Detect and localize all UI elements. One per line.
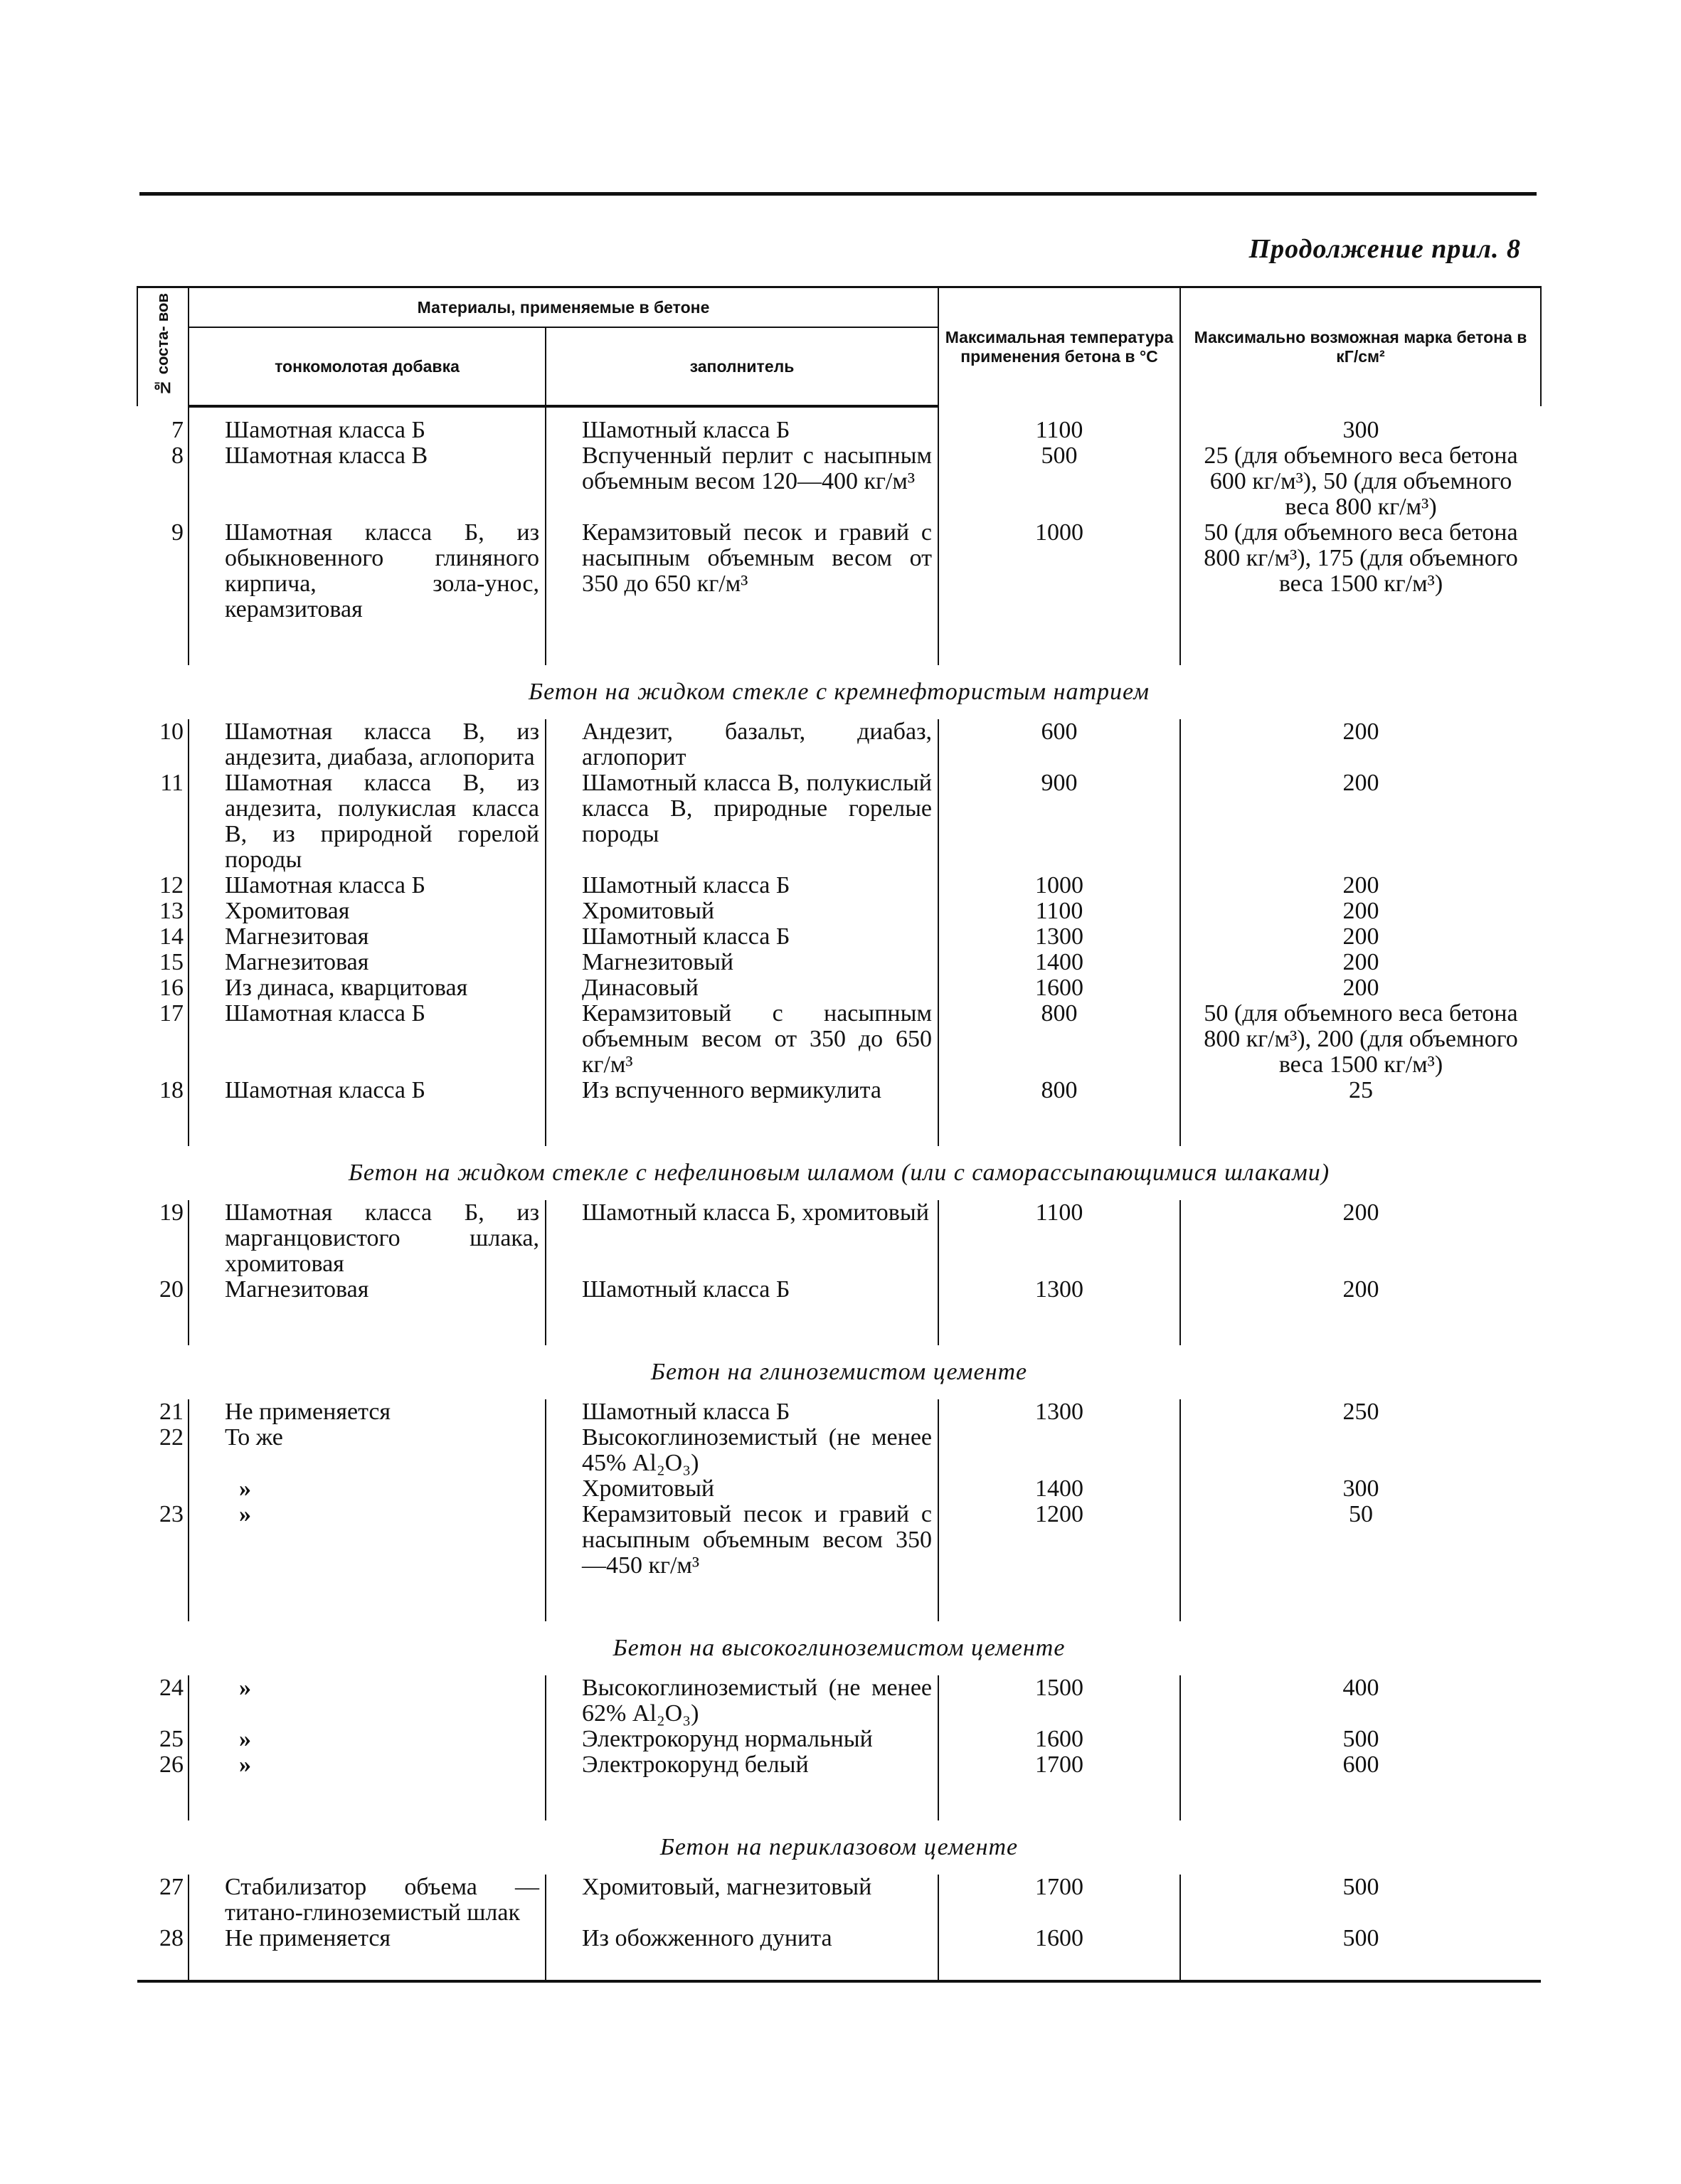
additive-cell: Стабилизатор объема —титано-глиноземистый шлак	[189, 1875, 546, 1926]
additive-cell: Шамотная класса В	[189, 443, 546, 520]
temperature-cell: 1600	[938, 975, 1180, 1001]
row-number: 12	[137, 873, 189, 898]
filler-cell: Высокоглиноземистый (не менее 45% Al₂O₃)	[546, 1425, 938, 1476]
grade-cell: 200	[1180, 898, 1541, 924]
table-row	[137, 1476, 1541, 1502]
additive-cell	[189, 1476, 546, 1502]
header-filler: заполнитель	[546, 327, 938, 406]
grade-cell: 300	[1180, 1476, 1541, 1502]
row-number: 14	[137, 924, 189, 950]
additive-cell: Из динаса, кварцитовая	[189, 975, 546, 1001]
table-row	[137, 1875, 1541, 1926]
additive-cell	[189, 1675, 546, 1727]
grade-cell: 250	[1180, 1399, 1541, 1425]
filler-cell: Шамотный класса Б	[546, 1277, 938, 1303]
grade-cell: 200	[1180, 719, 1541, 770]
temperature-cell: 1600	[938, 1727, 1180, 1752]
grade-cell: 200	[1180, 873, 1541, 898]
table-row	[137, 1727, 1541, 1752]
row-number: 7	[137, 418, 189, 443]
table-row	[137, 1926, 1541, 1951]
additive-cell: Не применяется	[189, 1399, 546, 1425]
table-row	[137, 443, 1541, 520]
grade-cell: 300	[1180, 418, 1541, 443]
grade-cell: 200	[1180, 770, 1541, 873]
section-heading: Бетон на жидком стекле с кремнефтористым натрием	[529, 679, 1150, 705]
additive-cell: Магнезитовая	[189, 924, 546, 950]
temperature-cell	[938, 1425, 1180, 1476]
grade-cell: 200	[1180, 1200, 1541, 1277]
temperature-cell: 1500	[938, 1675, 1180, 1727]
additive-cell: Шамотная класса Б, из марганцовистого шлака, хромитовая	[189, 1200, 546, 1277]
section-heading: Бетон на высокоглиноземистом цементе	[613, 1635, 1066, 1661]
grade-cell: 50 (для объемного веса бетона 800 кг/м³), 200 (для объемного веса 1500 кг/м³)	[1180, 1001, 1541, 1078]
filler-cell: Шамотный класса В, полукислый класса В, природные горелые породы	[546, 770, 938, 873]
filler-cell: Шамотный класса Б	[546, 1399, 938, 1425]
temperature-cell: 500	[938, 443, 1180, 520]
continuation-label: Продолжение прил. 8	[1248, 234, 1521, 264]
temperature-cell: 1100	[938, 898, 1180, 924]
row-number: 16	[137, 975, 189, 1001]
grade-cell: 25	[1180, 1078, 1541, 1103]
additive-cell: Не применяется	[189, 1926, 546, 1951]
additive-cell: То же	[189, 1425, 546, 1476]
composition-table	[137, 286, 1540, 1983]
filler-cell: Шамотный класса Б	[546, 924, 938, 950]
grade-cell: 500	[1180, 1875, 1541, 1926]
header-max-temp: Максимальная температура применения бетона в °С	[938, 287, 1180, 407]
temperature-cell: 1400	[938, 1476, 1180, 1502]
grade-cell: 200	[1180, 1277, 1541, 1303]
temperature-cell: 1300	[938, 1399, 1180, 1425]
filler-cell: Электрокорунд белый	[546, 1752, 938, 1778]
row-number: 11	[137, 770, 189, 873]
row-number: 26	[137, 1752, 189, 1778]
temperature-cell: 1700	[938, 1752, 1180, 1778]
temperature-cell: 800	[938, 1078, 1180, 1103]
temperature-cell: 1400	[938, 950, 1180, 975]
row-number: 10	[137, 719, 189, 770]
table-row	[137, 1277, 1541, 1303]
ditto-mark: »	[239, 1475, 251, 1502]
temperature-cell: 600	[938, 719, 1180, 770]
additive-cell	[189, 1727, 546, 1752]
filler-cell: Высокоглиноземистый (не менее 62% Al₂O₃)	[546, 1675, 938, 1727]
additive-cell: Магнезитовая	[189, 1277, 546, 1303]
row-number: 25	[137, 1727, 189, 1752]
table-row	[137, 950, 1541, 975]
grade-cell: 500	[1180, 1727, 1541, 1752]
table-row	[137, 1200, 1541, 1277]
filler-cell: Керамзитовый с насыпным объемным весом от 350 до 650 кг/м³	[546, 1001, 938, 1078]
row-number: 23	[137, 1502, 189, 1579]
grade-cell	[1180, 1425, 1541, 1476]
filler-cell: Шамотный класса Б	[546, 873, 938, 898]
row-number	[137, 1476, 189, 1502]
header-materials: Материалы, применяемые в бетоне	[189, 287, 938, 328]
table-row	[137, 1425, 1541, 1476]
grade-cell: 200	[1180, 950, 1541, 975]
additive-cell: Шамотная класса Б, из обыкновенного глиняного кирпича, зола-унос, керамзитовая	[189, 520, 546, 622]
row-number: 17	[137, 1001, 189, 1078]
filler-cell: Электрокорунд нормальный	[546, 1727, 938, 1752]
filler-cell: Динасовый	[546, 975, 938, 1001]
filler-cell: Хромитовый	[546, 898, 938, 924]
additive-cell: Шамотная класса Б	[189, 1001, 546, 1078]
ditto-mark: »	[239, 1675, 251, 1701]
header-additive: тонкомолотая добавка	[189, 327, 546, 406]
temperature-cell: 1000	[938, 873, 1180, 898]
section-heading: Бетон на периклазовом цементе	[659, 1834, 1019, 1860]
temperature-cell: 900	[938, 770, 1180, 873]
filler-cell: Хромитовый, магнезитовый	[546, 1875, 938, 1926]
header-max-grade: Максимально возможная марка бетона в кГ/см²	[1180, 287, 1541, 407]
table-row	[137, 898, 1541, 924]
table-row	[137, 975, 1541, 1001]
row-number: 18	[137, 1078, 189, 1103]
additive-cell: Шамотная класса В, из андезита, полукислая класса В, из природной горелой породы	[189, 770, 546, 873]
table-row	[137, 770, 1541, 873]
filler-cell: Керамзитовый песок и гравий с насыпным объемным весом 350—450 кг/м³	[546, 1502, 938, 1579]
table-row	[137, 1001, 1541, 1078]
additive-cell	[189, 1752, 546, 1778]
filler-cell: Шамотный класса Б	[546, 418, 938, 443]
table-row	[137, 1502, 1541, 1579]
grade-cell: 50	[1180, 1502, 1541, 1579]
row-number: 27	[137, 1875, 189, 1926]
additive-cell: Магнезитовая	[189, 950, 546, 975]
top-rule	[139, 192, 1537, 196]
row-number: 21	[137, 1399, 189, 1425]
table-row	[137, 924, 1541, 950]
table-row	[137, 1399, 1541, 1425]
grade-cell: 600	[1180, 1752, 1541, 1778]
filler-cell: Вспученный перлит с насыпным объемным весом 120—400 кг/м³	[546, 443, 938, 520]
ditto-mark: »	[239, 1726, 251, 1752]
filler-cell: Магнезитовый	[546, 950, 938, 975]
temperature-cell: 1600	[938, 1926, 1180, 1951]
table-row	[137, 1078, 1541, 1103]
grade-cell: 50 (для объемного веса бетона 800 кг/м³), 175 (для объемного веса 1500 кг/м³)	[1180, 520, 1541, 622]
temperature-cell: 1100	[938, 1200, 1180, 1277]
temperature-cell: 1300	[938, 924, 1180, 950]
temperature-cell: 800	[938, 1001, 1180, 1078]
table-row	[137, 418, 1541, 443]
additive-cell: Шамотная класса Б	[189, 418, 546, 443]
row-number: 24	[137, 1675, 189, 1727]
filler-cell: Керамзитовый песок и гравий с насыпным объемным весом от 350 до 650 кг/м³	[546, 520, 938, 622]
ditto-mark: »	[239, 1501, 251, 1527]
additive-cell: Шамотная класса Б	[189, 1078, 546, 1103]
additive-cell: Хромитовая	[189, 898, 546, 924]
grade-cell: 200	[1180, 975, 1541, 1001]
row-number: 9	[137, 520, 189, 622]
filler-cell: Из обожженного дунита	[546, 1926, 938, 1951]
additive-cell: Шамотная класса Б	[189, 873, 546, 898]
grade-cell: 500	[1180, 1926, 1541, 1951]
temperature-cell: 1200	[938, 1502, 1180, 1579]
temperature-cell: 1000	[938, 520, 1180, 622]
grade-cell: 200	[1180, 924, 1541, 950]
temperature-cell: 1100	[938, 418, 1180, 443]
table-row	[137, 1752, 1541, 1778]
ditto-mark: »	[239, 1751, 251, 1778]
row-number: 20	[137, 1277, 189, 1303]
filler-cell: Из вспученного вермикулита	[546, 1078, 938, 1103]
row-number: 8	[137, 443, 189, 520]
header-no: № соста- вов	[137, 287, 189, 407]
row-number: 15	[137, 950, 189, 975]
table-row	[137, 873, 1541, 898]
grade-cell: 400	[1180, 1675, 1541, 1727]
row-number: 22	[137, 1425, 189, 1476]
row-number: 19	[137, 1200, 189, 1277]
temperature-cell: 1300	[938, 1277, 1180, 1303]
row-number: 13	[137, 898, 189, 924]
section-heading: Бетон на глиноземистом цементе	[650, 1359, 1028, 1385]
table-row	[137, 520, 1541, 622]
row-number: 28	[137, 1926, 189, 1951]
table-row	[137, 719, 1541, 770]
grade-cell: 25 (для объемного веса бетона 600 кг/м³), 50 (для объемного веса 800 кг/м³)	[1180, 443, 1541, 520]
table-row	[137, 1675, 1541, 1727]
additive-cell	[189, 1502, 546, 1579]
temperature-cell: 1700	[938, 1875, 1180, 1926]
filler-cell: Хромитовый	[546, 1476, 938, 1502]
section-heading: Бетон на жидком стекле с нефелиновым шламом (или с саморассыпающимися шлаками)	[348, 1160, 1330, 1186]
additive-cell: Шамотная класса В, из андезита, диабаза, аглопорита	[189, 719, 546, 770]
filler-cell: Шамотный класса Б, хромитовый	[546, 1200, 938, 1277]
filler-cell: Андезит, базальт, диабаз, аглопорит	[546, 719, 938, 770]
